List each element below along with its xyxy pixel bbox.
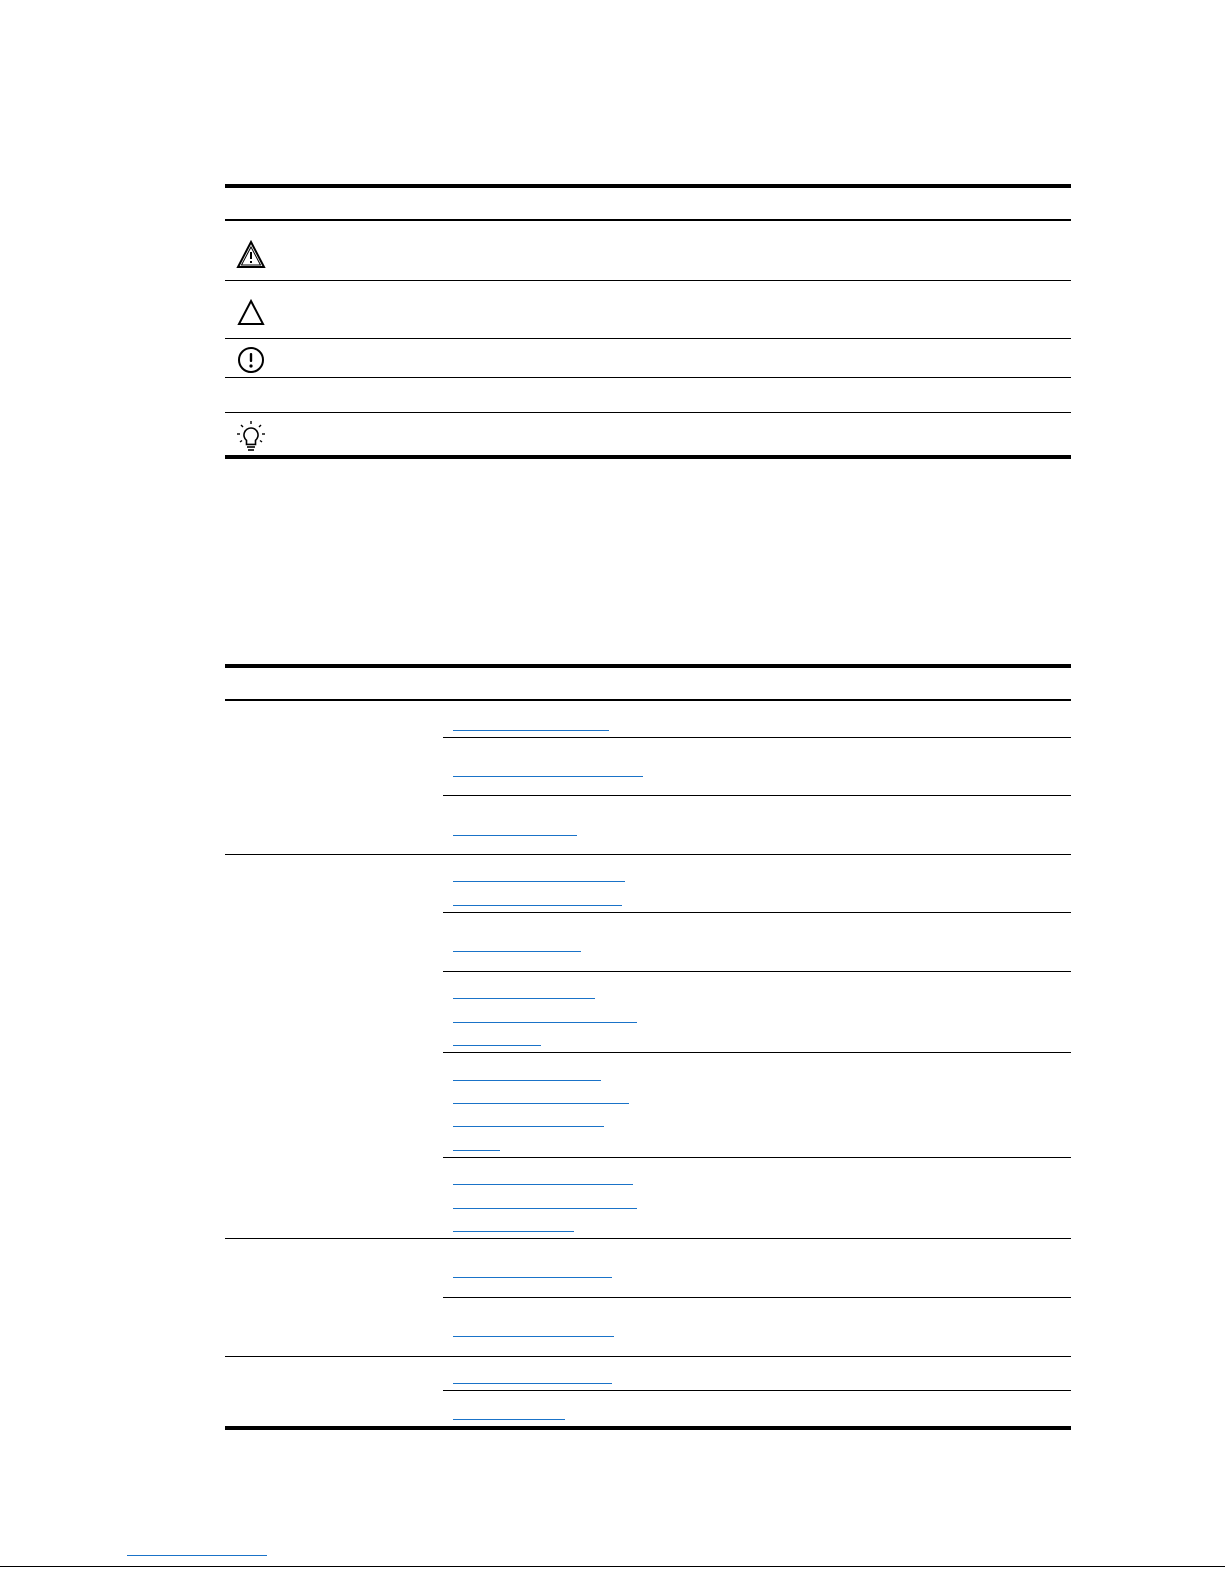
row-divider xyxy=(443,1297,1071,1298)
row-divider xyxy=(225,377,1071,378)
table-bottom-rule xyxy=(225,455,1071,459)
document-link[interactable] xyxy=(453,1184,633,1185)
footer-rule xyxy=(0,1566,1225,1567)
row-divider xyxy=(443,737,1071,738)
table-top-rule xyxy=(225,184,1071,188)
row-divider xyxy=(225,412,1071,413)
document-link[interactable] xyxy=(453,1080,601,1081)
document-link[interactable] xyxy=(453,1419,565,1420)
document-link[interactable] xyxy=(453,1022,637,1023)
row-divider xyxy=(443,971,1071,972)
important-exclamation-circle-icon xyxy=(236,345,266,375)
row-divider xyxy=(225,338,1071,339)
document-link[interactable] xyxy=(453,1231,574,1232)
document-link[interactable] xyxy=(453,881,625,882)
warning-triangle-icon xyxy=(236,240,266,270)
table-header-rule xyxy=(225,219,1071,221)
row-divider xyxy=(443,912,1071,913)
document-link[interactable] xyxy=(453,730,609,731)
document-link[interactable] xyxy=(453,1045,541,1046)
document-link[interactable] xyxy=(453,998,595,999)
document-link[interactable] xyxy=(453,1103,629,1104)
row-divider xyxy=(225,280,1071,281)
row-divider xyxy=(443,1157,1071,1158)
document-link[interactable] xyxy=(453,1277,612,1278)
tip-lightbulb-icon xyxy=(236,420,266,454)
document-link[interactable] xyxy=(453,776,643,777)
document-link[interactable] xyxy=(453,905,622,906)
table-bottom-rule xyxy=(225,1426,1071,1430)
row-divider xyxy=(443,1390,1071,1391)
document-link[interactable] xyxy=(453,1126,604,1127)
row-divider xyxy=(443,795,1071,796)
document-link[interactable] xyxy=(453,1208,637,1209)
document-link[interactable] xyxy=(453,1150,500,1151)
document-link[interactable] xyxy=(453,951,581,952)
table-top-rule xyxy=(225,664,1071,668)
group-divider xyxy=(225,1356,1071,1357)
row-divider xyxy=(443,1052,1071,1053)
group-divider xyxy=(225,1238,1071,1239)
table-header-rule xyxy=(225,699,1071,701)
footer-link[interactable] xyxy=(127,1555,267,1556)
document-link[interactable] xyxy=(453,835,577,836)
document-link[interactable] xyxy=(453,1383,612,1384)
group-divider xyxy=(225,854,1071,855)
document-link[interactable] xyxy=(453,1336,614,1337)
caution-triangle-icon xyxy=(236,298,266,328)
